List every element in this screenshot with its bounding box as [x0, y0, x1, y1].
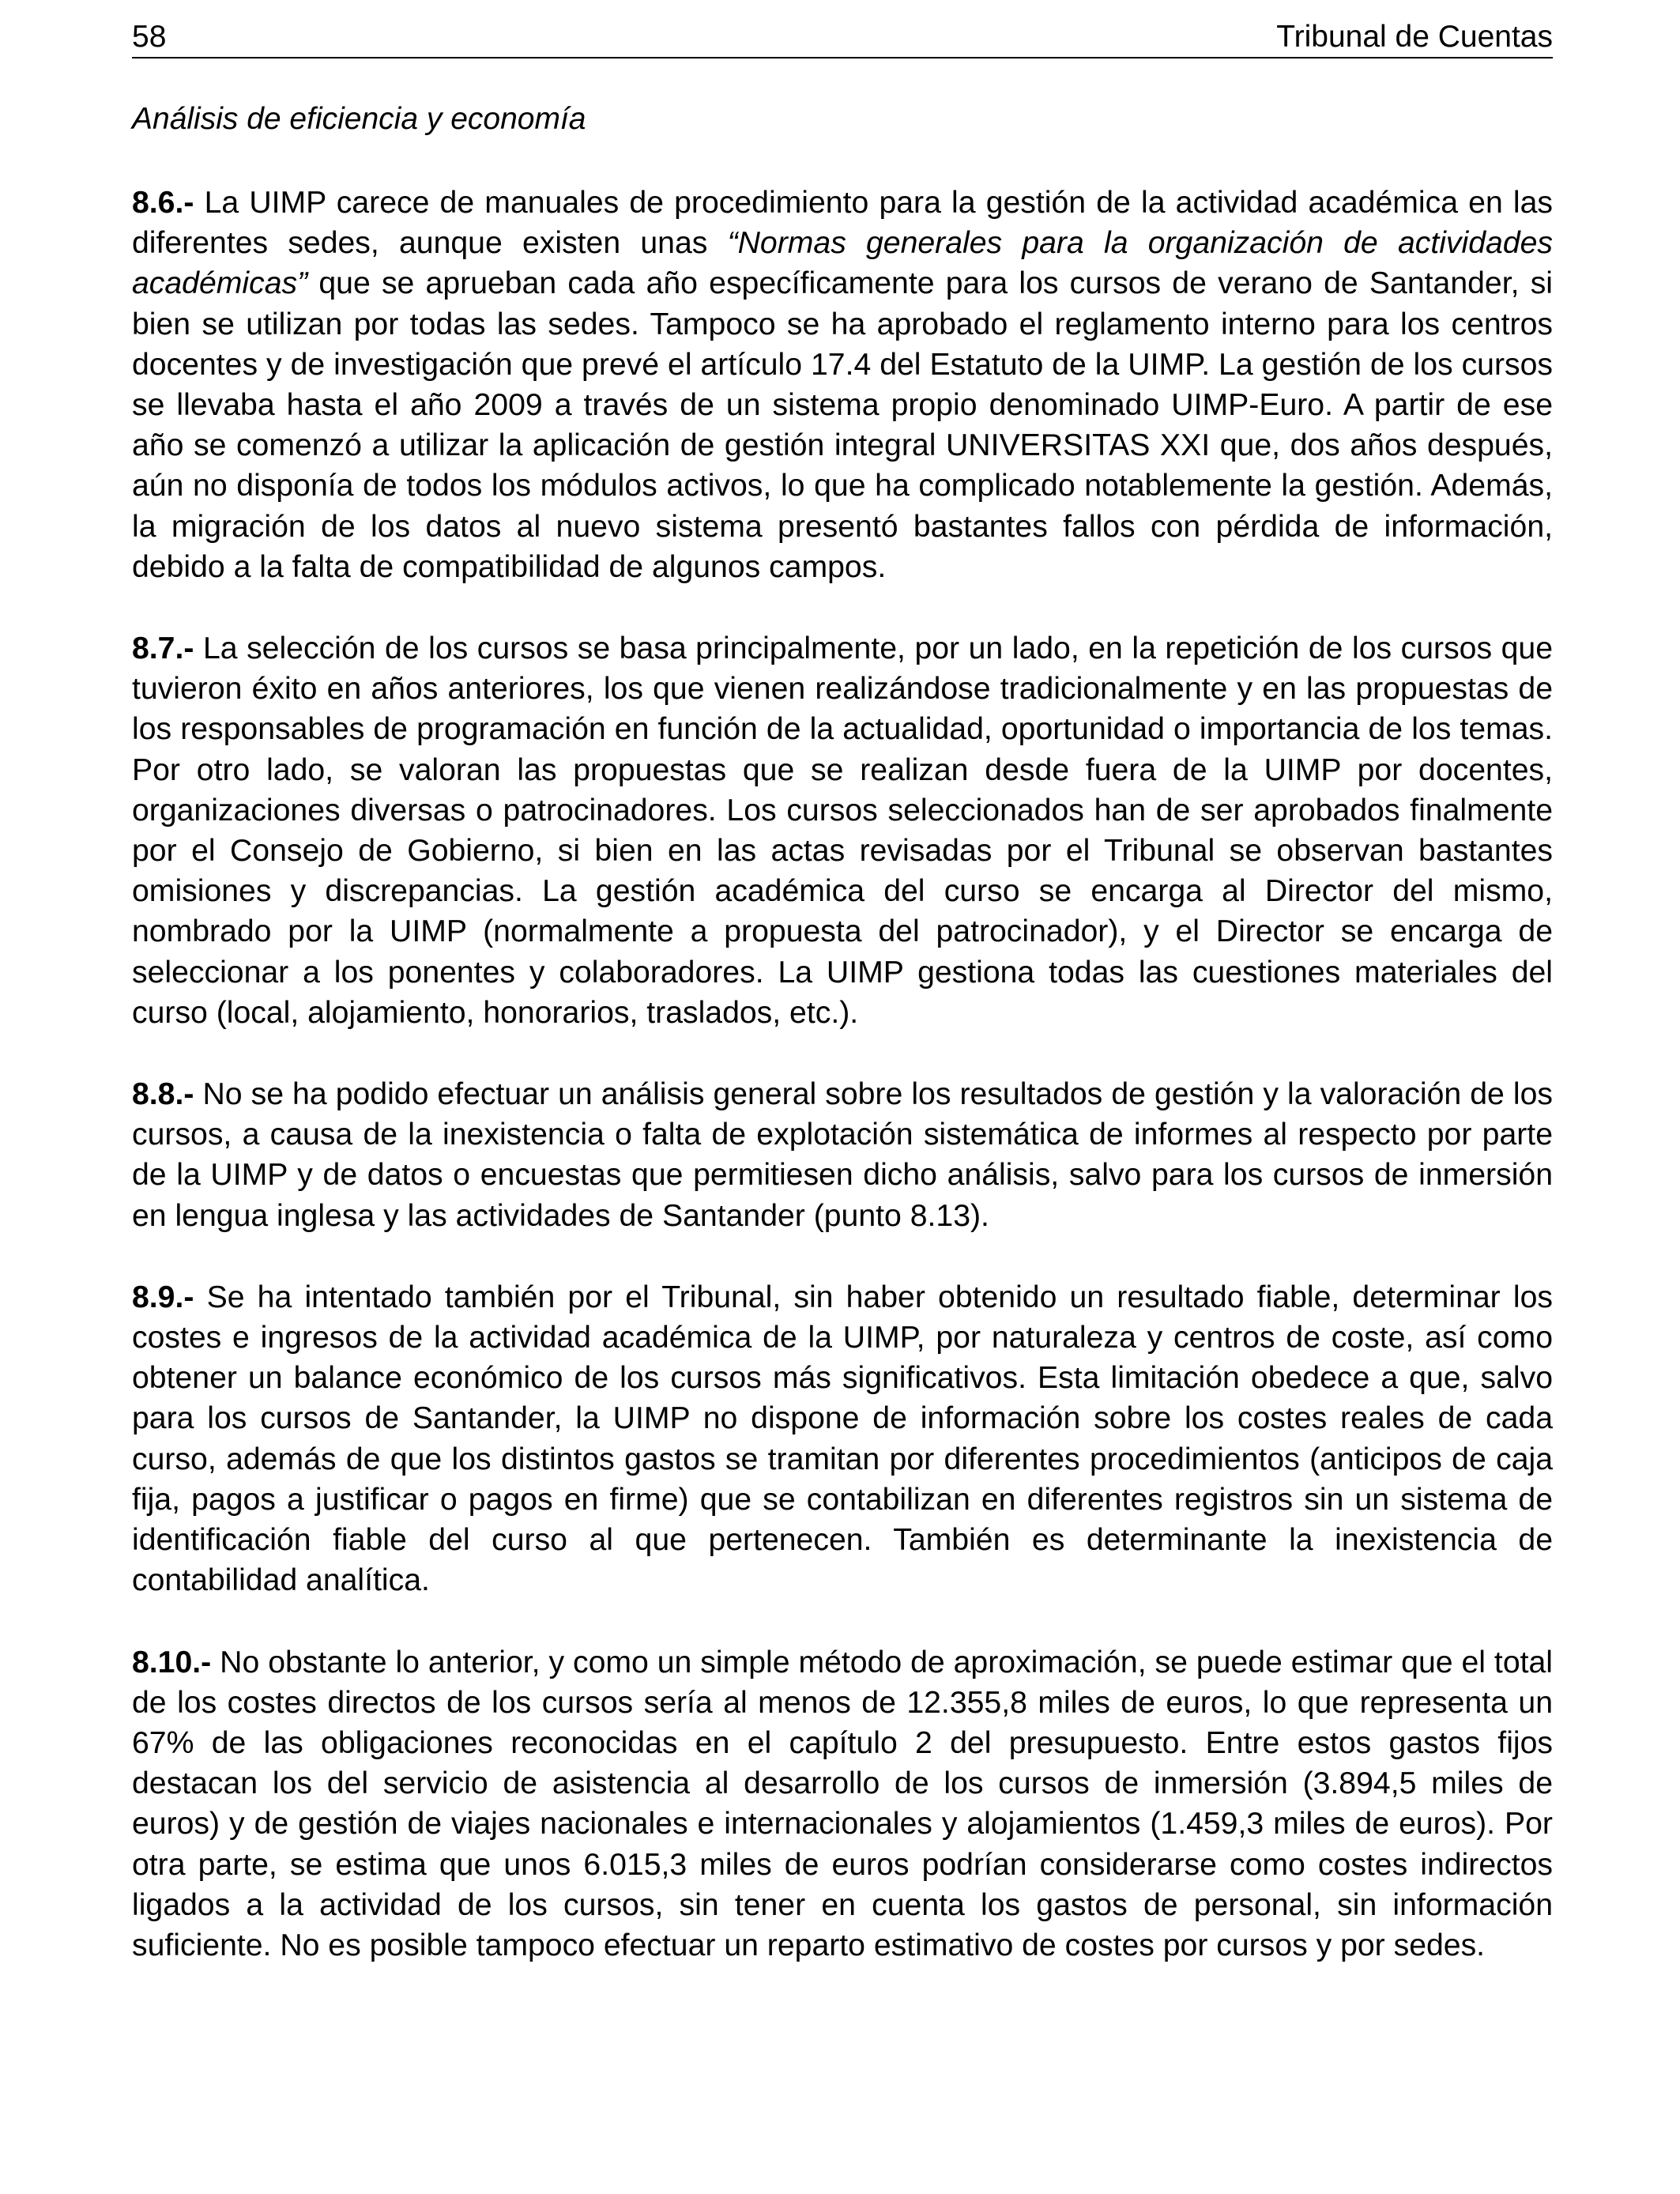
- paragraph-8-9: [132, 1277, 1553, 1601]
- paragraph-text: Se ha intentado también por el Tribunal, sin haber obtenido un resultado fiable, determinar los costes e ingresos de la actividad académica de la UIMP, por naturaleza y centros de coste, así como obtener un balance económico de los cursos más significativos. Esta limitación obedece a que, salvo para los cursos de Santander, la UIMP no dispone de información sobre los costes reales de cada curso, además de que los distintos gastos se tramitan por diferentes procedimientos (anticipos de caja fija, pagos a justificar o pagos en firme) que se contabilizan en diferentes registros sin un sistema de identificación fiable del curso al que pertenecen. También es determinante la inexistencia de contabilidad analítica.: [132, 1280, 1553, 1598]
- paragraph-text: que se aprueban cada año específicamente para los cursos de verano de Santander, si bien se utilizan por todas las sedes. Tampoco se ha aprobado el reglamento interno para los centros docentes y de investigación que prevé el artículo 17.4 del Estatuto de la UIMP. La gestión de los cursos se llevaba hasta el año 2009 a través de un sistema propio denominado UIMP-Euro. A partir de ese año se comenzó a utilizar la aplicación de gestión integral UNIVERSITAS XXI que, dos años después, aún no disponía de todos los módulos activos, lo que ha complicado notablemente la gestión. Además, la migración de los datos al nuevo sistema presentó bastantes fallos con pérdida de información, debido a la falta de compatibilidad de algunos campos.: [132, 266, 1553, 584]
- page-header: [132, 17, 1553, 58]
- paragraph-8-7: [132, 628, 1553, 1033]
- paragraph-number: 8.9.-: [132, 1280, 194, 1314]
- page-number: 58: [132, 20, 167, 54]
- paragraph-number: 8.6.-: [132, 186, 194, 220]
- paragraph-number: 8.8.-: [132, 1077, 194, 1112]
- paragraph-8-6: [132, 183, 1553, 587]
- paragraph-8-8: [132, 1074, 1553, 1236]
- paragraph-text: No se ha podido efectuar un análisis general sobre los resultados de gestión y la valoración de los cursos, a causa de la inexistencia o falta de explotación sistemática de informes al respecto por parte de la UIMP y de datos o encuestas que permitiesen dicho análisis, salvo para los cursos de inmersión en lengua inglesa y las actividades de Santander (punto 8.13).: [132, 1077, 1553, 1233]
- paragraph-text: No obstante lo anterior, y como un simple método de aproximación, se puede estimar que el total de los costes directos de los cursos sería al menos de 12.355,8 miles de euros, lo que representa un 67% de las obligaciones reconocidas en el capítulo 2 del presupuesto. Entre estos gastos fijos destacan los del servicio de asistencia al desarrollo de los cursos de inmersión (3.894,5 miles de euros) y de gestión de viajes nacionales e internacionales y alojamientos (1.459,3 miles de euros). Por otra parte, se estima que unos 6.015,3 miles de euros podrían considerarse como costes indirectos ligados a la actividad de los cursos, sin tener en cuenta los gastos de personal, sin información suficiente. No es posible tampoco efectuar un reparto estimativo de costes por cursos y por sedes.: [132, 1645, 1553, 1962]
- document-body: [132, 183, 1553, 2007]
- paragraph-text: La UIMP carece de manuales de procedimiento para la gestión de la actividad académica en las diferentes sedes, aunque existen unas: [132, 186, 1553, 261]
- running-title: Tribunal de Cuentas: [1276, 20, 1553, 54]
- paragraph-8-10: [132, 1642, 1553, 1966]
- paragraph-italic-citation: “Normas generales para la organización de actividades académicas”: [132, 226, 1553, 301]
- paragraph-text: La selección de los cursos se basa principalmente, por un lado, en la repetición de los cursos que tuvieron éxito en años anteriores, los que vienen realizándose tradicionalmente y en las propuestas de los responsables de programación en función de la actualidad, oportunidad o importancia de los temas. Por otro lado, se valoran las propuestas que se realizan desde fuera de la UIMP por docentes, organizaciones diversas o patrocinadores. Los cursos seleccionados han de ser aprobados finalmente por el Consejo de Gobierno, si bien en las actas revisadas por el Tribunal se observan bastantes omisiones y discrepancias. La gestión académica del curso se encarga al Director del mismo, nombrado por la UIMP (normalmente a propuesta del patrocinador), y el Director se encarga de seleccionar a los ponentes y colaboradores. La UIMP gestiona todas las cuestiones materiales del curso (local, alojamiento, honorarios, traslados, etc.).: [132, 631, 1553, 1030]
- section-title: Análisis de eficiencia y economía: [132, 102, 586, 136]
- paragraph-number: 8.7.-: [132, 631, 194, 666]
- paragraph-number: 8.10.-: [132, 1645, 212, 1679]
